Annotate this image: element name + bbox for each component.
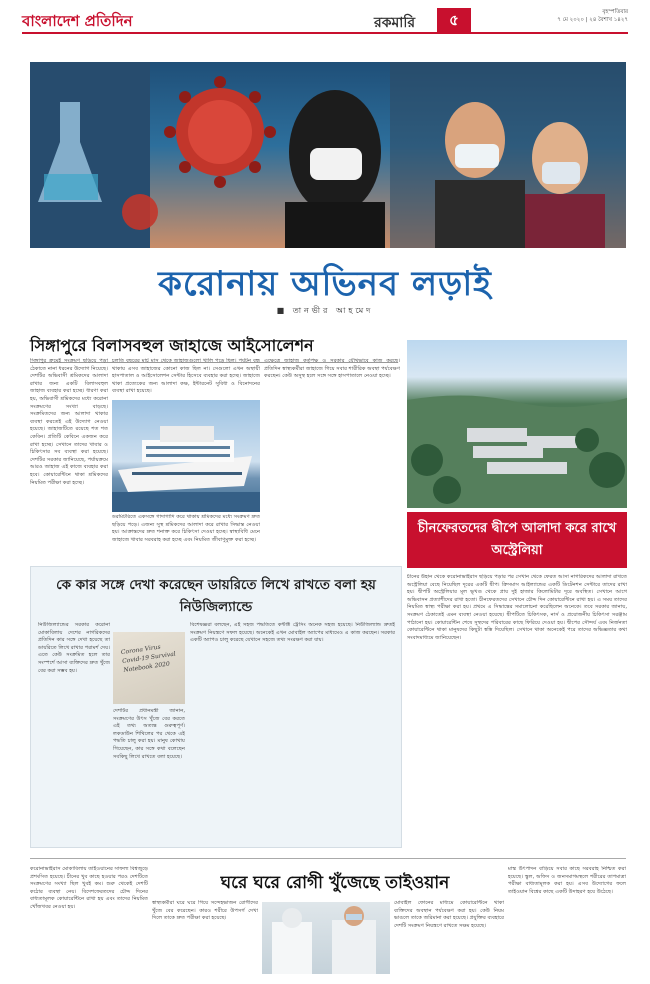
australia-body: চীনের উহান থেকে করোনাভাইরাস ছড়িয়ে পড়ার পর সেখান থেকে ফেরত আসা নাগরিকদের আলাদা রাখতে অস্ট্রেলিয়া বেছে নিয়েছিল দূরের একটি দ্বীপ। ক্রিসমাস আইল্যান্ডের একটি ডিটেনশন সেন্টারে তাদের রাখা হয়। দ্বীপটি অস্ট্রেলিয়ার মূল ভূখণ্ড থেকে প্রায় দুই হাজার কিলোমিটার দূরে অবস্থিত। সেখানে আগে অভিবাসন প্রত্যাশীদের রাখা হতো। চীনফেরতদের সেখানে চৌদ্দ দিন কোয়ারেন্টিনে রাখা হয়। এ সময় তাদের নিয়মিত স্বাস্থ্য পরীক্ষা করা হয়। প্রথমে এ সিদ্ধান্তের সমালোচনা করেছিলেন অনেকে। তবে সরকার জানায়, সংক্রমণ ঠেকাতেই এমন ব্যবস্থা নেওয়া হয়েছে। দ্বীপটিতে চিকিৎসক, নার্স ও প্রয়োজনীয় চিকিৎসা সরঞ্জাম পাঠানো হয়। কোয়ারেন্টিন শেষে সুস্থদের পরিবারের কাছে ফিরিয়ে দেওয়া হয়। দ্বীপের সৌন্দর্য এবং নির্জনতা কোয়ারেন্টিনে থাকা মানুষদের কিছুটা স্বস্তি দিয়েছিল। সেখানে থাকা অনেকেই পরে তাদের অভিজ্ঞতার কথা সংবাদমাধ্যমে জানিয়েছেন। (407, 574, 627, 641)
newzealand-headline: কে কার সঙ্গে দেখা করেছেন ডায়রিতে লিখে রাখতে বলা হয় নিউজিল্যান্ডে (56, 577, 376, 615)
taiwan-col-2: স্বাস্থ্যকর্মীরা ঘরে ঘরে গিয়ে সন্দেহভাজন রোগীদের খুঁজে বের করেছেন। কারও শরীরে উপসর্গ দেখা দিলে তাকে দ্রুত পরীক্ষা করা হয়েছে। (152, 900, 258, 922)
newspaper-logo: বাংলাদেশ প্রতিদিন (22, 12, 133, 30)
byline: ■ তানভীর আহমেদ (276, 306, 374, 315)
ship-illustration (112, 400, 260, 512)
day: বৃহস্পতিবার (602, 9, 628, 15)
australia-headline: চীনফেরতদের দ্বীপে আলাদা করে রাখে অস্ট্রেলিয়া (407, 512, 627, 568)
hero-illustration (30, 62, 626, 248)
section-name: রকমারি (374, 15, 416, 31)
island-illustration (407, 340, 627, 508)
diary-handwriting: Corona Virus Covid-19 Survival Notebook 2020 (120, 643, 177, 674)
health-worker-photo (262, 902, 390, 974)
dateline (508, 8, 628, 24)
hero-image (30, 62, 626, 248)
cruise-ship-photo (112, 400, 260, 512)
taiwan-col-1: করোনাভাইরাস মোকাবিলায় তাইওয়ানের সাফল্য বিশ্বজুড়ে প্রশংসিত হয়েছে। চীনের খুব কাছে হওয়ার পরও দেশটিতে সংক্রমণের সংখ্যা ছিল খুবই কম। শুরু থেকেই দেশটি কঠোর ব্যবস্থা নেয়। বিদেশফেরতদের চৌদ্দ দিনের বাধ্যতামূলক কোয়ারেন্টিনে রাখা হয় এবং তাদের নিয়মিত খোঁজখবর নেওয়া হয়। (30, 866, 148, 910)
health-worker-illustration (262, 902, 390, 974)
singapore-col-4: এক্ষেত্রে জাহাজ কর্তৃপক্ষ ও সরকার যৌথভাবে কাজ করছে। প্রতিদিন স্বাস্থ্যকর্মীরা জাহাজে গিয়ে সবার শারীরিক অবস্থা পর্যবেক্ষণ করছেন। কেউ অসুস্থ হলে সঙ্গে সঙ্গে হাসপাতালে নেওয়া হচ্ছে। (264, 358, 400, 380)
singapore-col-1: সিঙ্গাপুর ক্রমেই সংক্রমণ ছড়িয়ে পড়া ঠেকাতে নানা ধরনের উদ্যোগ নিয়েছে। দেশটির অভিবাসী শ্রমিকদের আলাদা রাখার জন্য একটি বিলাসবহুল জাহাজ ব্যবহার করা হচ্ছে। ধারণা করা হয়, অভিবাসী শ্রমিকদের মধ্যে করোনা সংক্রমণের সংখ্যা বাড়ছে। সংক্রমিতদের জন্য আলাদা থাকার ব্যবস্থা করতেই এই উদ্যোগ নেওয়া হয়েছে। জাহাজটিতে রয়েছে শত শত কেবিন। প্রতিটি কেবিনে একজন করে রাখা হচ্ছে। সেখানে তাদের খাবার ও চিকিৎসার সব ব্যবস্থা করা হয়েছে। দেশটির সরকার জানিয়েছে, পর্যায়ক্রমে আরও জাহাজ এই কাজে ব্যবহার করা হবে। কোয়ারেন্টিনে থাকা শ্রমিকদের নিয়মিত পরীক্ষা করা হচ্ছে। (30, 358, 108, 486)
singapore-headline: সিঙ্গাপুরে বিলাসবহুল জাহাজে আইসোলেশন (30, 333, 398, 363)
lead-title: করোনায় অভিনব লড়াই (158, 264, 492, 304)
newzealand-col-2: দেশটির প্রধানমন্ত্রী জানান, সংক্রমণের উৎস খুঁজে বের করতে এই তথ্য অত্যন্ত গুরুত্বপূর্ণ। লকডাউন শিথিলের পর থেকে এই পদ্ধতি চালু করা হয়। মানুষ কোথায় গিয়েছেন, কার সঙ্গে কথা বলেছেন সবকিছু লিখে রাখতে বলা হয়েছে। (113, 708, 185, 760)
page-number: ৫ (437, 8, 471, 32)
singapore-col-2: চলতি বছরের মার্চ মাস থেকে জাহাজগুলো খালি পড়ে ছিল। পর্যটন বন্ধ থাকায় এসব জাহাজের কোনো কাজ ছিল না। সেগুলো এখন অস্থায়ী হাসপাতাল ও আইসোলেশন সেন্টার হিসেবে ব্যবহার করা হচ্ছে। জাহাজে থাকা প্রত্যেকের জন্য আলাদা কক্ষ, ইন্টারনেট সুবিধা ও বিনোদনের ব্যবস্থা রাখা হয়েছে। (112, 358, 260, 395)
masthead (22, 8, 628, 34)
christmas-island-photo (407, 340, 627, 508)
newzealand-col-1: নিউজিল্যান্ডের সরকার করোনা মোকাবিলায় দেশের নাগরিকদের প্রতিদিন কার সঙ্গে দেখা হয়েছে তা ডায়রিতে লিখে রাখার পরামর্শ দেয়। এতে কেউ সংক্রমিত হলে তার সংস্পর্শে আসা ব্যক্তিদের দ্রুত খুঁজে বের করা সম্ভব হয়। (38, 622, 110, 674)
taiwan-headline: ঘরে ঘরে রোগী খুঁজেছে তাইওয়ান (220, 873, 450, 893)
taiwan-col-3: মোবাইল ফোনের মাধ্যমে কোয়ারেন্টিনে থাকা ব্যক্তিদের অবস্থান পর্যবেক্ষণ করা হয়। কেউ নিয়ম ভাঙলে তাকে জরিমানা করা হয়েছে। প্রযুক্তির ব্যবহারে দেশটি সংক্রমণ নিয়ন্ত্রণে রাখতে সক্ষম হয়েছে। (394, 900, 504, 929)
taiwan-col-4: মাস্ক উৎপাদন বাড়িয়ে সবার কাছে সরবরাহ নিশ্চিত করা হয়েছে। স্কুল, অফিস ও জনসমাগমস্থলে শরীরের তাপমাত্রা পরীক্ষা বাধ্যতামূলক করা হয়। এসব উদ্যোগের ফলে তাইওয়ান বিশ্বের কাছে একটি উদাহরণ হয়ে উঠেছে। (508, 866, 626, 895)
newzealand-col-3: বিশেষজ্ঞরা বলছেন, এই সহজ পদ্ধতিতে কন্টাক্ট ট্রেসিং অনেক সহজ হয়েছে। নিউজিল্যান্ড দ্রুতই সংক্রমণ নিয়ন্ত্রণে সফল হয়েছে। অনেকেই এখন মোবাইল অ্যাপের মাধ্যমেও এ কাজ করছেন। সরকার একটি অ্যাপও চালু করেছে যেখানে সহজে তথ্য সংরক্ষণ করা যায়। (190, 622, 395, 644)
singapore-col-3: ডরমিটরিতে একসঙ্গে গাদাগাদি করে থাকায় শ্রমিকদের মধ্যে সংক্রমণ দ্রুত ছড়িয়ে পড়ে। এজন্য সুস্থ শ্রমিকদের আলাদা করে রাখার সিদ্ধান্ত নেওয়া হয়। আক্রান্তদের দ্রুত শনাক্ত করে চিকিৎসা দেওয়া হচ্ছে। স্বাস্থ্যবিধি মেনে জাহাজে খাবার সরবরাহ করা হচ্ছে এবং নিয়মিত জীবাণুমুক্ত করা হচ্ছে। (112, 514, 260, 543)
date: ৭ মে ২০২০ | ২৪ বৈশাখ ১৪২৭ (557, 17, 628, 23)
